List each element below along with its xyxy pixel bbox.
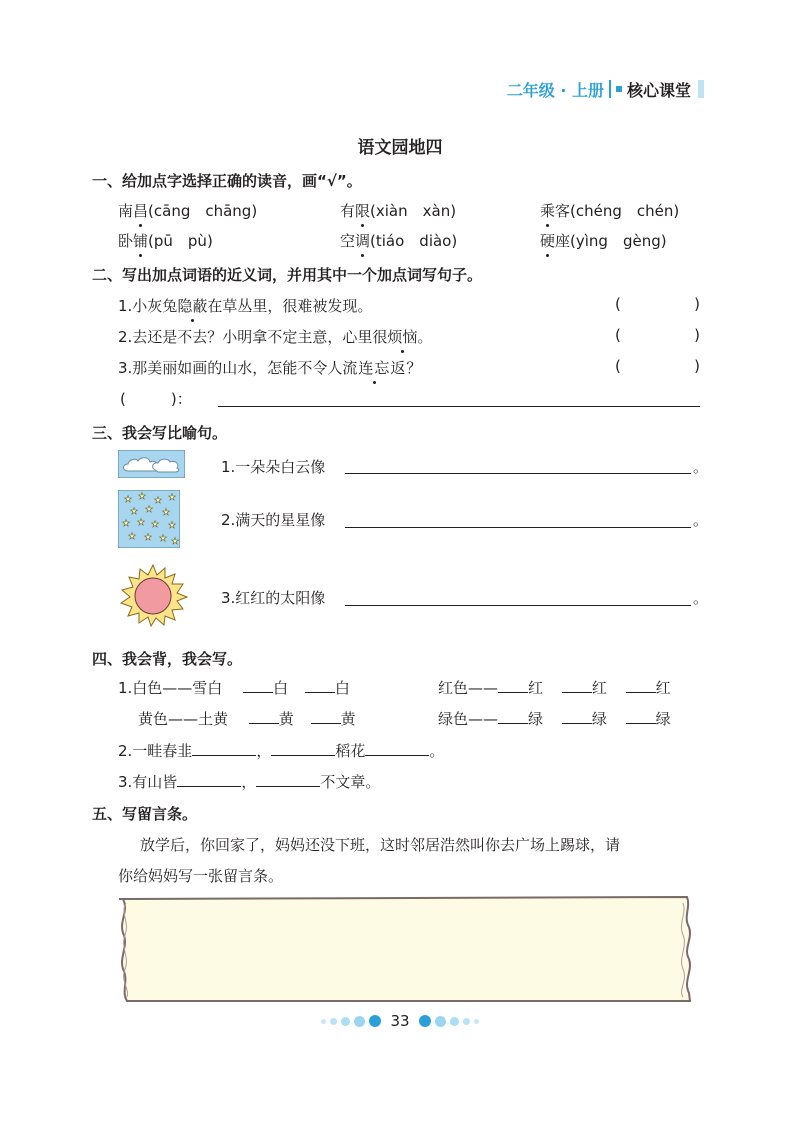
- blank[interactable]: [177, 772, 241, 787]
- page-number: 33: [390, 1012, 410, 1030]
- blank[interactable]: [365, 741, 429, 756]
- svg-text:★: ★: [138, 492, 147, 502]
- dot-icon: [419, 1015, 431, 1027]
- section3-heading: 三、我会写比喻句。: [92, 424, 228, 442]
- poem-line-2: 2.一畦春韭 ， 稻花 。: [118, 742, 445, 760]
- blank[interactable]: [498, 709, 528, 724]
- svg-text:★: ★: [145, 505, 154, 515]
- svg-text:★: ★: [162, 508, 171, 518]
- section2-heading: 二、写出加点词语的近义词，并用其中一个加点词写句子。: [92, 266, 483, 284]
- grade-label: 二年级 · 上册: [506, 80, 604, 100]
- blank[interactable]: [498, 678, 528, 693]
- pinyin-item[interactable]: 南昌(cāng chāng): [118, 202, 258, 220]
- color-word-yellow: 黄色——土黄 黄 黄: [138, 710, 356, 728]
- simile-end-2: 。: [693, 511, 709, 529]
- svg-text:★: ★: [159, 534, 168, 544]
- simile-end-3: 。: [693, 589, 709, 607]
- task-paragraph-line1: 放学后，你回家了，妈妈还没下班，这时邻居浩然叫你去广场上踢球，请: [140, 836, 621, 854]
- stars-image: [118, 490, 180, 548]
- dot-icon: [450, 1017, 459, 1026]
- blank[interactable]: [626, 709, 656, 724]
- synonym-sentence-1: 1.小灰兔隐蔽在草丛里，很难被发现。: [118, 297, 373, 315]
- blank[interactable]: [271, 741, 335, 756]
- svg-text:★: ★: [130, 507, 139, 517]
- blank[interactable]: [626, 678, 656, 693]
- dot-icon: [369, 1015, 381, 1027]
- blank[interactable]: [243, 678, 273, 693]
- section4-heading: 四、我会背，我会写。: [92, 650, 243, 668]
- message-paper[interactable]: [117, 893, 692, 1005]
- page-title: 语文园地四: [357, 138, 443, 158]
- color-word-white: 1.白色——雪白 白 白: [118, 679, 350, 697]
- answer-paren-3[interactable]: ( ): [615, 357, 700, 375]
- svg-text:★: ★: [151, 520, 160, 530]
- dot-icon: [354, 1016, 365, 1027]
- blank[interactable]: [256, 772, 320, 787]
- blank[interactable]: [562, 678, 592, 693]
- synonym-sentence-3: 3.那美丽如画的山水，怎能不令人流连忘返？: [118, 359, 422, 377]
- page-header: [507, 78, 704, 100]
- section1-heading: 一、给加点字选择正确的读音，画“√”。: [92, 172, 362, 190]
- sun-image: [117, 563, 189, 627]
- svg-text:★: ★: [144, 533, 153, 543]
- clouds-image: [118, 450, 185, 478]
- section5-heading: 五、写留言条。: [92, 805, 198, 823]
- synonym-sentence-2: 2.去还是不去？小明拿不定主意，心里很烦恼。: [118, 328, 433, 346]
- brand-label: 核心课堂: [626, 80, 691, 100]
- dot-icon: [330, 1018, 337, 1025]
- sentence-answer-line[interactable]: [218, 406, 700, 407]
- page-number-bar: [0, 1012, 800, 1030]
- svg-text:★: ★: [154, 496, 163, 506]
- blank[interactable]: [192, 741, 256, 756]
- color-word-red: 红色—— 红 红 红: [438, 679, 671, 697]
- simile-label-2: 2.满天的星星像: [221, 511, 326, 529]
- simile-line-1[interactable]: [345, 473, 691, 474]
- simile-line-3[interactable]: [345, 605, 691, 606]
- simile-label-3: 3.红红的太阳像: [221, 589, 326, 607]
- svg-text:★: ★: [122, 519, 131, 529]
- sentence-answer-label: ( )：: [120, 390, 192, 408]
- svg-text:★: ★: [128, 532, 137, 542]
- header-bar-icon: [698, 80, 704, 98]
- blank[interactable]: [311, 709, 341, 724]
- simile-label-1: 1.一朵朵白云像: [221, 458, 326, 476]
- simile-end-1: 。: [693, 458, 709, 476]
- answer-paren-2[interactable]: ( ): [615, 326, 700, 344]
- pinyin-item[interactable]: 卧铺(pū pù): [118, 232, 213, 250]
- dot-icon: [474, 1019, 479, 1024]
- blank[interactable]: [305, 678, 335, 693]
- dot-icon: [435, 1016, 446, 1027]
- pinyin-item[interactable]: 硬座(yìng gèng): [540, 232, 667, 250]
- answer-paren-1[interactable]: ( ): [615, 295, 700, 313]
- color-word-green: 绿色—— 绿 绿 绿: [438, 710, 671, 728]
- blank[interactable]: [562, 709, 592, 724]
- blank[interactable]: [249, 709, 279, 724]
- svg-text:★: ★: [137, 518, 146, 528]
- svg-text:★: ★: [124, 495, 133, 505]
- header-square-icon: [616, 86, 622, 92]
- svg-text:★: ★: [171, 537, 180, 547]
- dot-icon: [321, 1019, 326, 1024]
- dot-icon: [341, 1017, 350, 1026]
- svg-text:★: ★: [168, 521, 177, 531]
- pinyin-item[interactable]: 空调(tiáo diào): [340, 232, 458, 250]
- header-divider: [609, 80, 611, 98]
- pinyin-item[interactable]: 有限(xiàn xàn): [340, 202, 457, 220]
- poem-line-3: 3.有山皆 ， 不文章。: [118, 773, 381, 791]
- dot-icon: [463, 1018, 470, 1025]
- task-paragraph-line2: 你给妈妈写一张留言条。: [118, 867, 284, 885]
- simile-line-2[interactable]: [345, 527, 691, 528]
- pinyin-item[interactable]: 乘客(chéng chén): [540, 202, 680, 220]
- svg-text:★: ★: [168, 493, 177, 503]
